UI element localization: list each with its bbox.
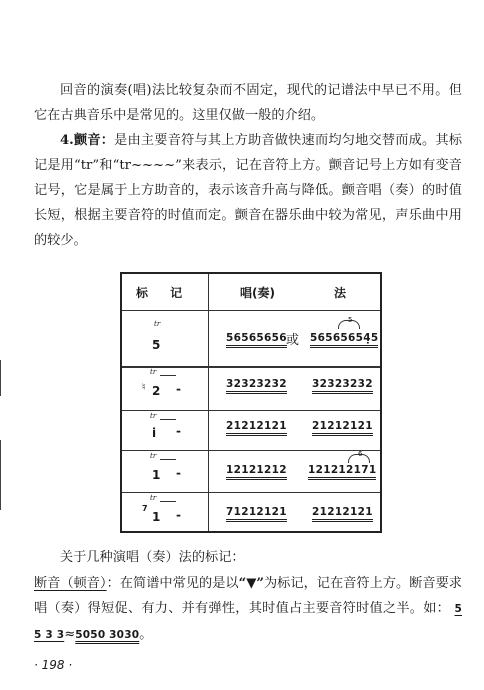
- paragraph-staccato: [34, 571, 462, 648]
- header-method: 法: [334, 286, 347, 300]
- tr-mark: tr: [150, 412, 157, 420]
- staccato-end: 。: [139, 627, 153, 642]
- row1-note: 5: [152, 338, 161, 352]
- row4-slur-number: 6: [358, 450, 363, 458]
- staccato-term: 断音（顿音）: [34, 576, 107, 591]
- row1-sing: 56565656: [226, 332, 287, 344]
- trill-wave: [160, 501, 176, 506]
- row3-note: i: [152, 426, 157, 440]
- row1-alt: 56565654̣5: [310, 332, 378, 344]
- row5-dash: -: [176, 508, 181, 522]
- paragraph-trill: [34, 128, 462, 253]
- row2-note: 2: [152, 384, 161, 398]
- row5-note: 1: [152, 510, 161, 524]
- row2-dash: -: [176, 382, 181, 396]
- tr-mark: tr: [150, 452, 157, 460]
- row5-sing: 71212121: [226, 506, 287, 518]
- row1-slur-number: 5: [348, 316, 353, 324]
- header-sing: 唱(奏): [240, 286, 275, 300]
- tr-mark: tr: [150, 494, 157, 502]
- row4-note: 1: [152, 468, 161, 482]
- trill-text: 是由主要音符与其上方助音做快速而均匀地交替而成。其标记是用“tr”和“tr~~~~”来表示，记在音符上方。颤音记号上方如有变音记号，它是属于上方助音的，表示该音升高与降低。颤音唱（奏）的时值长短，根据主要音符的时值而定。颤音在器乐曲中较为常见，声乐曲中用的较少。: [34, 133, 462, 248]
- approx-symbol: ≈: [64, 627, 76, 642]
- staccato-example-1: 5 5 3 3: [34, 603, 462, 641]
- staccato-symbol: “▼”: [238, 576, 264, 591]
- trill-wave: [160, 459, 176, 464]
- header-mark: 标 记: [136, 286, 183, 300]
- trill-wave: [160, 375, 176, 380]
- tr-mark: tr: [150, 368, 157, 376]
- staccato-text-1: ：在简谱中常见的是以: [106, 576, 239, 591]
- row2-alt: 32323232: [312, 378, 373, 390]
- paragraph-marks-intro: 关于几种演唱（奏）法的标记：: [60, 550, 245, 565]
- row3-sing: 21212121: [226, 420, 287, 432]
- scan-margin-mark: [0, 440, 1, 510]
- paragraph-turn-intro: 回音的演奏(唱)法比较复杂而不固定，现代的记谱法中早已不用。但它在古典音乐中是常见的。这里仅做一般的介绍。: [34, 83, 462, 123]
- row1-or: 或: [286, 333, 300, 348]
- row5-alt: 21212121: [312, 506, 373, 518]
- staccato-text-2: 为标记，记在音符上方。断音要求唱（奏）得短促、有力、并有弹性，其时值占主要音符时值之半。如：: [34, 576, 462, 616]
- row3-alt: 21212121: [312, 420, 373, 432]
- trill-heading: 4.颤音：: [60, 133, 115, 148]
- trill-table: [120, 272, 382, 533]
- row4-alt: 121212171: [308, 464, 376, 476]
- row3-dash: -: [176, 424, 181, 438]
- scan-margin-mark: [0, 360, 1, 396]
- trill-wave: [160, 419, 176, 424]
- staccato-example-2: 5050 3030: [75, 629, 140, 641]
- row2-accidental: ♮: [142, 382, 146, 393]
- row4-dash: -: [176, 466, 181, 480]
- tr-mark: tr: [154, 320, 161, 328]
- row4-sing: 12121212: [226, 464, 287, 476]
- row5-grace-note: 7: [142, 504, 148, 513]
- page-number: · 198 ·: [34, 658, 73, 672]
- row2-sing: 32323232: [226, 378, 287, 390]
